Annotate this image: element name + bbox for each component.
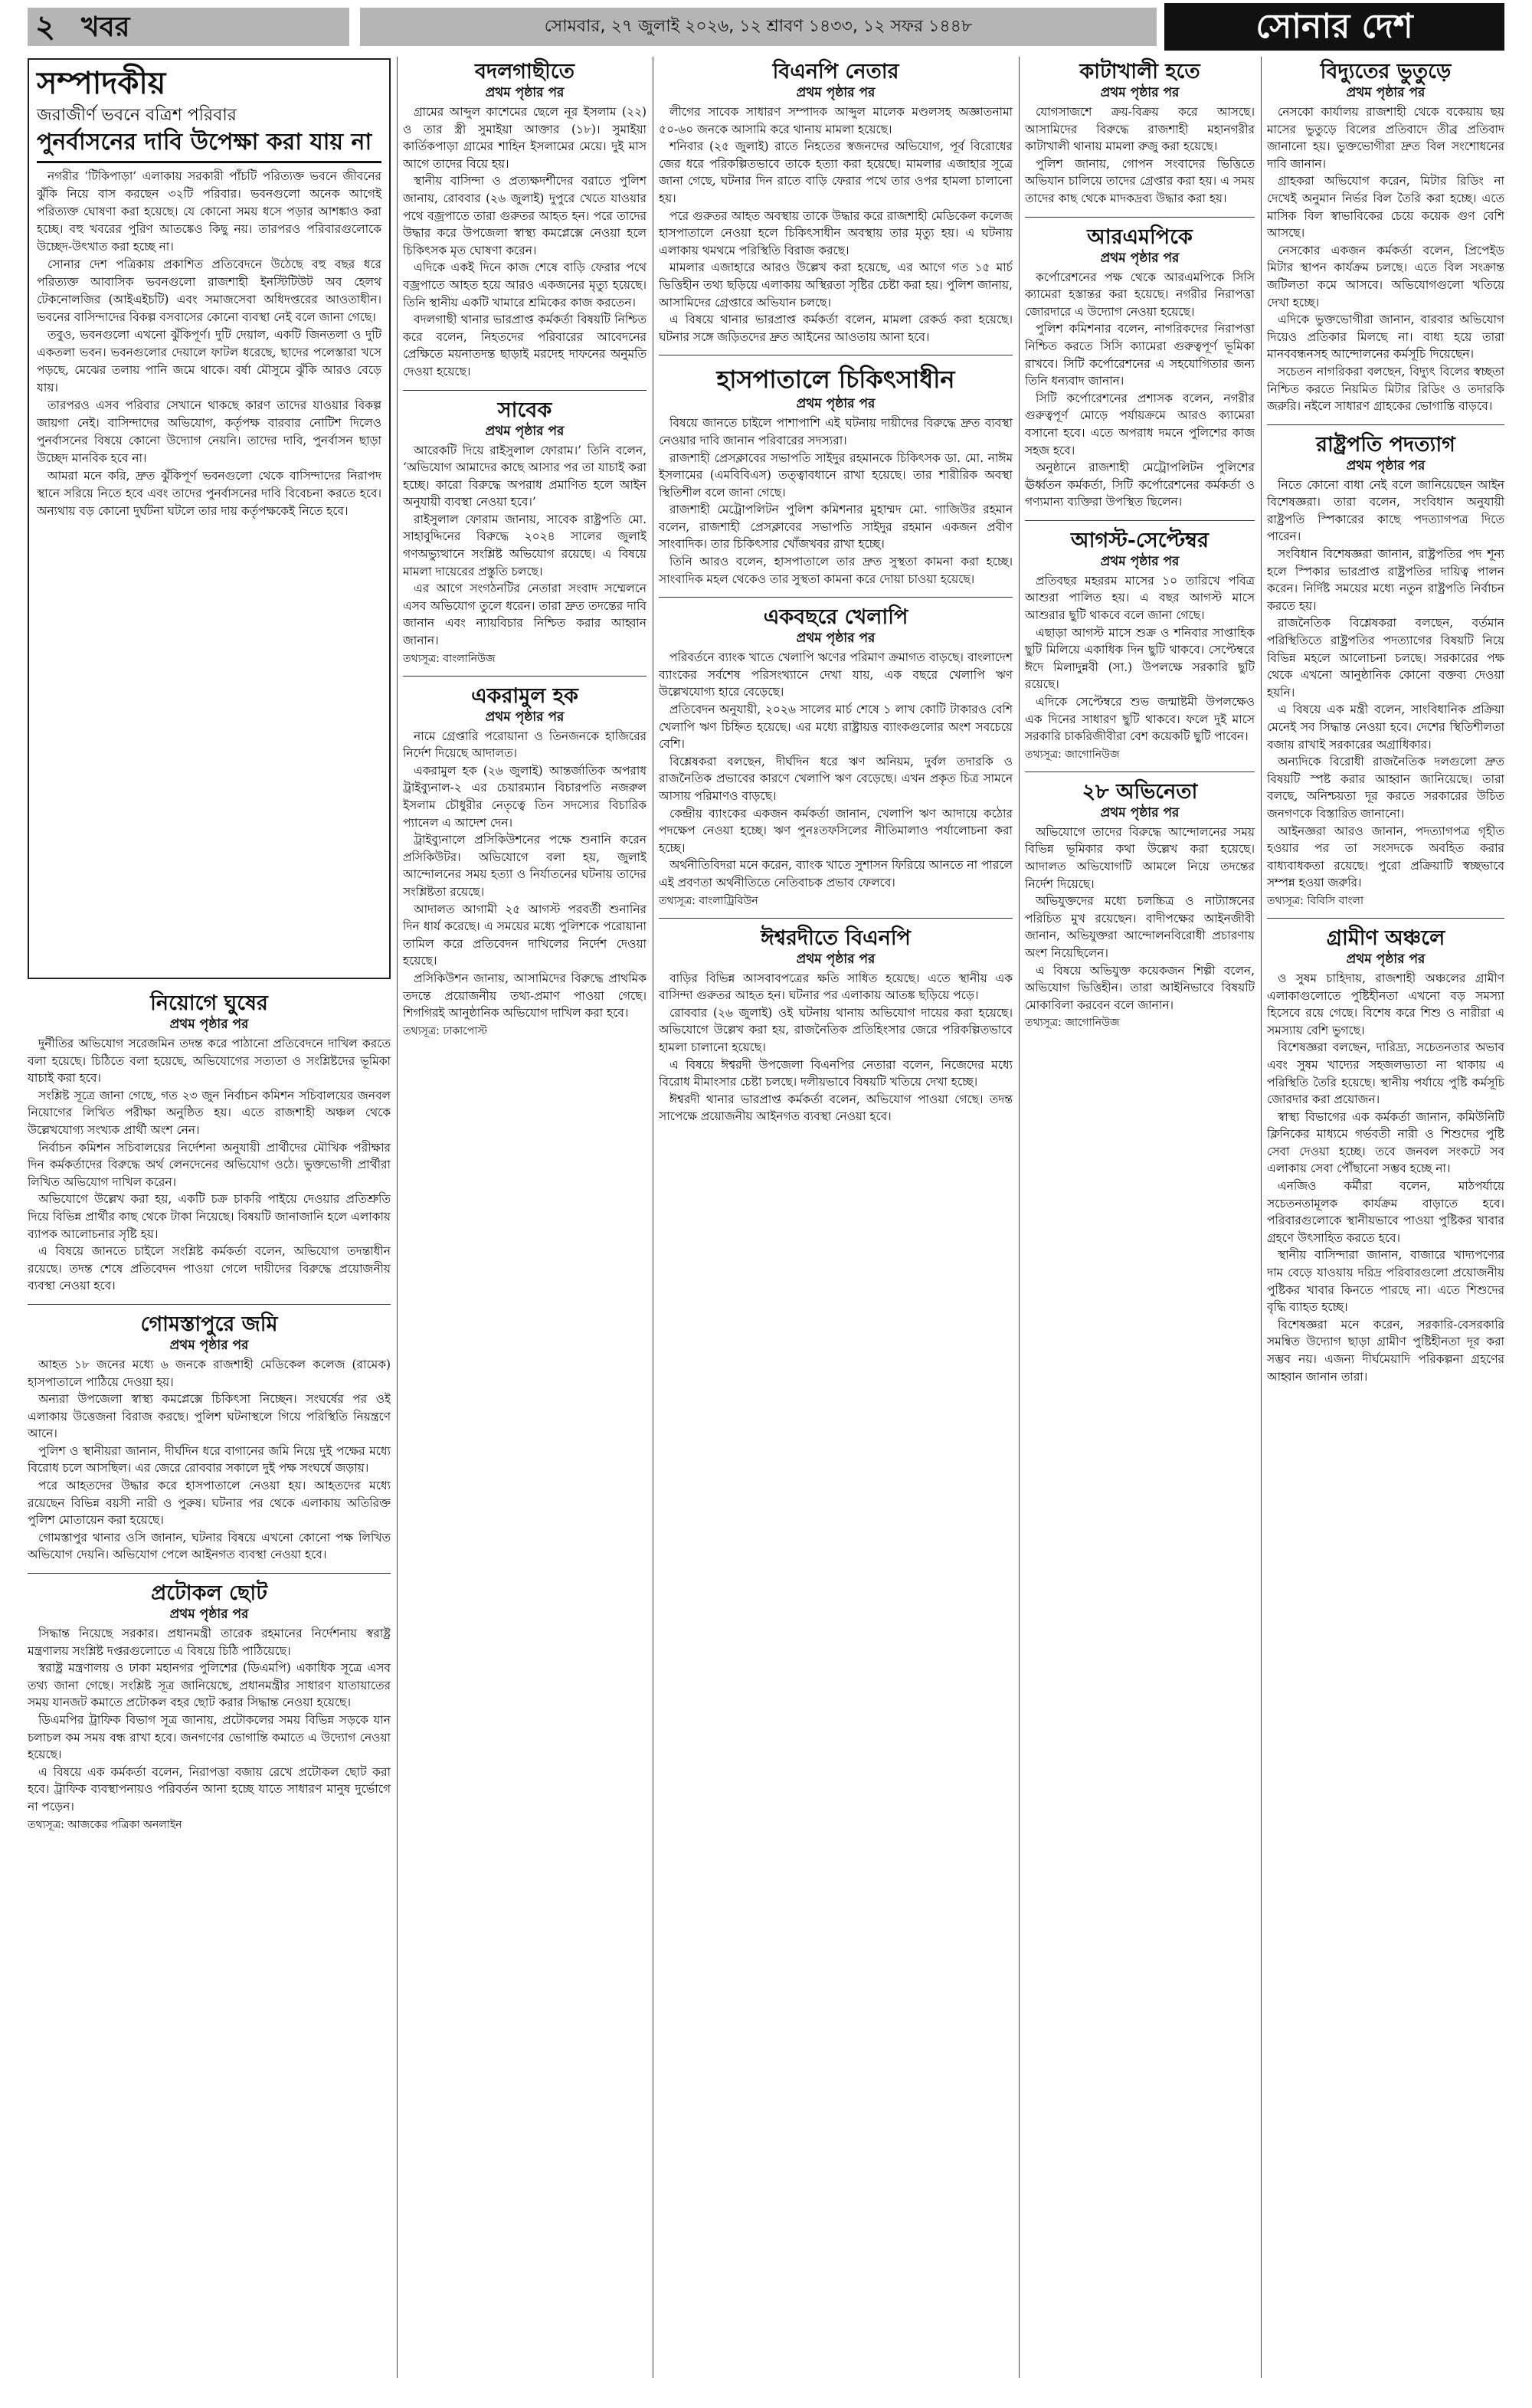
jump-line: প্রথম পৃষ্ঠার পর bbox=[796, 631, 876, 647]
article-paragraph: সংশ্লিষ্ট সূত্রে জানা গেছে, গত ২৩ জুন নির্বাচন কমিশন সচিবালয়ের জনবল নিয়োগের লিখিত পরীক্ষা অনুষ্ঠিত হয়। এতে রাজশাহী অঞ্চল থেকে উল্লেখযোগ্য সংখ্যক প্রার্থী অংশ নেন। bbox=[28, 1088, 391, 1137]
article-gomostapur bbox=[28, 1309, 391, 1568]
article-paragraph: অভিযুক্তদের মধ্যে চলচ্চিত্র ও নাট্যাঙ্গনের পরিচিত মুখ রয়েছেন। বাদীপক্ষের আইনজীবী জানান, অভিযুক্তরা আন্দোলনবিরোধী প্রচারণায় অংশ নিয়েছিলেন। bbox=[1025, 894, 1255, 960]
article-title: রাষ্ট্রপতি পদত্যাগ bbox=[1316, 432, 1455, 457]
article-title: আরএমপিকে bbox=[1087, 224, 1193, 249]
jump-line: প্রথম পৃষ্ঠার পর bbox=[169, 1337, 249, 1353]
article-title: প্রটোকল ছোট bbox=[151, 1581, 267, 1606]
article-paragraph: বদলগাছী থানার ভারপ্রাপ্ত কর্মকর্তা বিষয়টি নিশ্চিত করে বলেন, নিহতদের পরিবারের আবেদনের প্রেক্ষিতে ময়নাতদন্ত ছাড়াই মরদেহ দাফনের অনুমতি দেওয়া হয়েছে। bbox=[403, 313, 647, 378]
jump-line: প্রথম পৃষ্ঠার পর bbox=[1346, 951, 1426, 967]
article-aranyapake bbox=[1025, 222, 1255, 516]
date-line: সোমবার, ২৭ জুলাই ২০২৬, ১২ শ্রাবণ ১৪৩৩, ১২ সফর ১৪৪৮ bbox=[360, 8, 1157, 46]
article-paragraph: অর্থনীতিবিদরা মনে করেন, ব্যাংক খাতে সুশাসন ফিরিয়ে আনতে না পারলে এই প্রবণতা অর্থনীতিতে নেতিবাচক প্রভাব ফেলবে। bbox=[659, 858, 1013, 889]
jump-line: প্রথম পৃষ্ঠার পর bbox=[485, 85, 565, 100]
article-sabek bbox=[403, 395, 647, 671]
editorial-box bbox=[28, 58, 391, 979]
jump-line: প্রথম পৃষ্ঠার পর bbox=[485, 423, 565, 439]
article-title: একরামুল হক bbox=[471, 683, 578, 708]
editorial-paragraph: আমরা মনে করি, দ্রুত ঝুঁকিপূর্ণ ভবনগুলো থেকে বাসিন্দাদের নিরাপদ স্থানে সরিয়ে নিতে হবে এবং তাদের পুনর্বাসনের দাবি বিবেচনা করতে হবে। অন্যথায় বড় কোনো দুর্ঘটনা ঘটলে তার দায় কর্তৃপক্ষকেই নিতে হবে। bbox=[37, 469, 381, 518]
editorial-paragraph: তবুও, ভবনগুলো এখনো ঝুঁকিপূর্ণ। দুটি দেয়াল, একটি জিনতলা ও দুটি একতলা ভবন। ভবনগুলোর দেয়ালে ফাটল ধরেছে, ছাদের পলেস্তারা খসে পড়ছে, মেঝের তলায় পানি জমে থাকে। বর্ষা মৌসুমে ঝুঁকি আরও বেড়ে যায়। bbox=[37, 328, 381, 395]
article-paragraph: ট্রাইব্যুনালে প্রসিকিউশনের পক্ষে শুনানি করেন প্রসিকিউটর। অভিযোগে বলা হয়, জুলাই আন্দোলনের সময় হত্যা ও নির্যাতনের ঘটনায় তাদের সংশ্লিষ্টতা রয়েছে। bbox=[403, 833, 647, 899]
article-paragraph: গ্রামের আব্দুল কাশেমের ছেলে নূর ইসলাম (২২) ও তার স্ত্রী সুমাইয়া আক্তার (১৮)। সুমাইয়া কার্তিকপাড়া গ্রামের শাহিন ইসলামের মেয়ে। দুই মাস আগে তাদের বিয়ে হয়। bbox=[403, 105, 647, 171]
article-paragraph: রাজনৈতিক বিশ্লেষকরা বলছেন, বর্তমান পরিস্থিতিতে রাষ্ট্রপতির পদত্যাগের বিষয়টি নিয়ে বিভিন্ন মহলে আলোচনা চলছে। সরকারের পক্ষ থেকে এখনো আনুষ্ঠানিক কোনো বক্তব্য দেওয়া হয়নি। bbox=[1267, 616, 1504, 699]
article-title: কাটাখালী হতে bbox=[1079, 60, 1200, 84]
article-paragraph: রাজশাহী প্রেসক্লাবের সভাপতি সাইদুর রহমানকে চিকিৎসক ডা. মো. নাঈম ইসলামের (এমবিবিএস) তত্ত্বাবধানে রাখা হয়েছে। তার শারীরিক অবস্থা স্থিতিশীল বলে জানা গেছে। bbox=[659, 450, 1013, 500]
divider bbox=[659, 918, 1013, 919]
article-paragraph: রোববার (২৬ জুলাই) ওই ঘটনায় থানায় অভিযোগ দায়ের করা হয়েছে। অভিযোগে উল্লেখ করা হয়, রাজনৈতিক প্রতিহিংসার জেরে পরিকল্পিতভাবে হামলা চালানো হয়েছে। bbox=[659, 1005, 1013, 1054]
jump-line: প্রথম পৃষ্ঠার পর bbox=[169, 1017, 249, 1032]
article-paragraph: ঈশ্বরদী থানার ভারপ্রাপ্ত কর্মকর্তা বলেন, অভিযোগ পাওয়া গেছে। তদন্ত সাপেক্ষে প্রয়োজনীয় আইনগত ব্যবস্থা নেওয়া হবে। bbox=[659, 1092, 1013, 1124]
article-paragraph: প্রসিকিউশন জানায়, আসামিদের বিরুদ্ধে প্রাথমিক তদন্তে প্রয়োজনীয় তথ্য-প্রমাণ পাওয়া গেছে। শিগগিরই আনুষ্ঠানিক অভিযোগ দাখিল করা হবে। bbox=[403, 971, 647, 1021]
column-1 bbox=[28, 988, 391, 2378]
article-title: ঈশ্বরদীতে বিএনপি bbox=[761, 926, 911, 950]
article-paragraph: এদিকে একই দিনে কাজ শেষে বাড়ি ফেরার পথে বজ্রপাতে আহত হয়ে আরও একজনের মৃত্যু হয়েছে। তিনি স্থানীয় একটি খামারে শ্রমিকের কাজ করতেন। bbox=[403, 260, 647, 310]
article-paragraph: পুলিশ ও স্থানীয়রা জানান, দীর্ঘদিন ধরে বাগানের জমি নিয়ে দুই পক্ষের মধ্যে বিরোধ চলে আসছিল। এর জেরে রোববার সকালে দুই পক্ষ সংঘর্ষে জড়ায়। bbox=[28, 1443, 391, 1476]
jump-line: প্রথম পৃষ্ঠার পর bbox=[1100, 804, 1180, 821]
editorial-paragraph: সোনার দেশ পত্রিকায় প্রকাশিত প্রতিবেদনে উঠেছে বহু বছর ধরে পরিত্যক্ত আবাসিক ভবনগুলো রাজশাহী ইনস্টিটিউট অব হেলথ টেকনোলজির (আইএইচটি) এবং সমাজসেবা অধিদপ্তরের আওতাধীন। ভবনের বাসিন্দাদের বিকল্প বসবাসের কোনো ব্যবস্থা নেই বলে জানা গেছে। bbox=[37, 257, 381, 324]
article-paragraph: এছাড়া আগস্ট মাসে শুক্র ও শনিবার সাপ্তাহিক ছুটি মিলিয়ে একাধিক দিন ছুটি থাকবে। সেপ্টেম্বরে ঈদে মিলাদুন্নবী (সা.) উপলক্ষে সরকারি ছুটি রয়েছে। bbox=[1025, 625, 1255, 692]
divider bbox=[1025, 217, 1255, 218]
article-paragraph: সিটি কর্পোরেশনের প্রশাসক বলেন, নগরীর গুরুত্বপূর্ণ মোড়ে পর্যায়ক্রমে আরও ক্যামেরা বসানো হবে। এতে অপরাধ দমনে পুলিশের কাজ সহজ হবে। bbox=[1025, 391, 1255, 457]
article-paragraph: নির্বাচন কমিশন সচিবালয়ের নির্দেশনা অনুযায়ী প্রার্থীদের মৌখিক পরীক্ষার দিন কর্মকর্তাদের বিরুদ্ধে অর্থ লেনদেনের অভিযোগ ওঠে। ভুক্তভোগী প্রার্থীরা লিখিত অভিযোগ দাখিল করেন। bbox=[28, 1140, 391, 1189]
article-paragraph: অনুষ্ঠানে রাজশাহী মেট্রোপলিটন পুলিশের ঊর্ধ্বতন কর্মকর্তা, সিটি কর্পোরেশনের কর্মকর্তা ও গণ্যমান্য ব্যক্তিরা উপস্থিত ছিলেন। bbox=[1025, 460, 1255, 509]
article-gramin bbox=[1267, 923, 1504, 1390]
article-paragraph: এ বিষয়ে এক কর্মকর্তা বলেন, নিরাপত্তা বজায় রেখে প্রটোকল ছোট করা হবে। ট্রাফিক ব্যবস্থাপনায়ও পরিবর্তন আনা হচ্ছে যাতে সাধারণ মানুষ দুর্ভোগে না পড়েন। bbox=[28, 1764, 391, 1813]
article-paragraph: প্রতিবছর মহররম মাসের ১০ তারিখে পবিত্র আশুরা পালিত হয়। এ বছর আগস্ট মাসে আশুরার ছুটি থাকবে বলে জানা গেছে। bbox=[1025, 573, 1255, 623]
article-niyoge bbox=[28, 988, 391, 1299]
jump-line: প্রথম পৃষ্ঠার পর bbox=[796, 396, 876, 412]
divider bbox=[28, 1304, 391, 1305]
article-title: বদলগাছীতে bbox=[474, 60, 575, 84]
article-title: ২৮ অভিনেতা bbox=[1082, 779, 1198, 804]
article-paragraph: একরামুল হক (২৬ জুলাই) আন্তর্জাতিক অপরাধ ট্রাইব্যুনাল-২ এর চেয়ারম্যান বিচারপতি নজরুল ইসলাম চৌধুরীর নেতৃত্বে তিন সদস্যের বিচারিক প্যানেল এ আদেশ দেন। bbox=[403, 763, 647, 830]
jump-line: প্রথম পৃষ্ঠার পর bbox=[1346, 85, 1426, 100]
jump-line: প্রথম পৃষ্ঠার পর bbox=[169, 1607, 249, 1623]
article-paragraph: গোমস্তাপুর থানার ওসি জানান, ঘটনার বিষয়ে এখনো কোনো পক্ষ লিখিত অভিযোগ দেয়নি। অভিযোগ পেলে আইনগত ব্যবস্থা নেওয়া হবে। bbox=[28, 1530, 391, 1562]
article-paragraph: স্থানীয় বাসিন্দা ও প্রত্যক্ষদর্শীদের বরাতে পুলিশ জানায়, রোববার (২৬ জুলাই) দুপুরে খেতে যাওয়ার পথে বজ্রপাতে তারা গুরুতর আহত হন। পরে তাদের উদ্ধার করে উপজেলা স্বাস্থ্য কমপ্লেক্সে নেওয়া হলে চিকিৎসক মৃত ঘোষণা করেন। bbox=[403, 174, 647, 257]
article-paragraph: অন্যদিকে বিরোধী রাজনৈতিক দলগুলো দ্রুত বিষয়টি স্পষ্ট করার আহ্বান জানিয়েছে। তারা বলছে, অনিশ্চয়তা দূর করতে সরকারের উচিত জনগণকে বিস্তারিত জানানো। bbox=[1267, 755, 1504, 821]
article-paragraph: বাড়ির বিভিন্ন আসবাবপত্রের ক্ষতি সাধিত হয়েছে। এতে স্থানীয় এক বাসিন্দা গুরুতর আহত হন। ঘটনার পর এলাকায় আতঙ্ক ছড়িয়ে পড়ে। bbox=[659, 971, 1013, 1003]
article-paragraph: অভিযোগে উল্লেখ করা হয়, একটি চক্র চাকরি পাইয়ে দেওয়ার প্রতিশ্রুতি দিয়ে বিভিন্ন প্রার্থীর কাছ থেকে টাকা নিয়েছে। বিষয়টি জানাজানি হলে এলাকায় ব্যাপক আলোচনার সৃষ্টি হয়। bbox=[28, 1192, 391, 1241]
article-khelapi bbox=[659, 602, 1013, 912]
article-title: সাবেক bbox=[497, 398, 552, 422]
article-paragraph: সিদ্ধান্ত নিয়েছে সরকার। প্রধানমন্ত্রী তারেক রহমানের নির্দেশনায় স্বরাষ্ট্র মন্ত্রণালয় সংশ্লিষ্ট দপ্তরগুলোতে এ বিষয়ে চিঠি পাঠিয়েছে। bbox=[28, 1627, 391, 1658]
editorial-kicker: জরাজীর্ণ ভবনে বত্রিশ পরিবার bbox=[37, 106, 237, 125]
article-paragraph: বিষয়ে জানতে চাইলে পাশাপাশি এই ঘটনায় দায়ীদের বিরুদ্ধে দ্রুত ব্যবস্থা নেওয়ার দাবি জানান পরিবারের সদস্যরা। bbox=[659, 416, 1013, 447]
article-ekramul bbox=[403, 681, 647, 1043]
article-paragraph: বিশ্লেষকরা বলছেন, দীর্ঘদিন ধরে ঋণ অনিয়ম, দুর্বল তদারকি ও রাজনৈতিক প্রভাবের কারণে খেলাপি ঋণ বেড়েছে। এখন প্রকৃত চিত্র সামনে আসায় পরিমাণও বাড়ছে। bbox=[659, 754, 1013, 803]
article-paragraph: কেন্দ্রীয় ব্যাংকের একজন কর্মকর্তা জানান, খেলাপি ঋণ আদায়ে কঠোর পদক্ষেপ নেওয়া হচ্ছে। ঋণ পুনঃতফসিলের নীতিমালাও পর্যালোচনা করা হচ্ছে। bbox=[659, 806, 1013, 855]
article-paragraph: পরে গুরুতর আহত অবস্থায় তাকে উদ্ধার করে রাজশাহী মেডিকেল কলেজ হাসপাতালে নেওয়া হলে চিকিৎসাধীন অবস্থায় তার মৃত্যু হয়। এ ঘটনায় এলাকায় থমথমে পরিস্থিতি বিরাজ করছে। bbox=[659, 208, 1013, 257]
article-paragraph: আদালত আগামী ২৫ আগস্ট পরবর্তী শুনানির দিন ধার্য করেছে। এ সময়ের মধ্যে পুলিশকে পরোয়ানা তামিল করে প্রতিবেদন দাখিলের নির্দেশ দেওয়া হয়েছে। bbox=[403, 902, 647, 968]
editorial-paragraph: নগরীর ‘টিকিপাড়া’ এলাকায় সরকারী পাঁচটি পরিত্যক্ত ভবনে জীবনের ঝুঁকি নিয়ে বাস করছেন ৩২টি পরিবার। ভবনগুলো অনেক আগেই পরিত্যক্ত ঘোষণা করা হয়েছে। যে কোনো সময় ধসে পড়ার আশঙ্কাও করা হচ্ছে। বহু খবরের পুরিণ আতঙ্কেও কিছু নয়। তারপরও পরিবারগুলোকে উচ্ছেদ-উৎখাত করা হচ্ছে না। bbox=[37, 169, 381, 254]
article-protokol bbox=[28, 1578, 391, 1837]
page-section-bar bbox=[28, 8, 349, 46]
article-paragraph: নামে গ্রেপ্তারি পরোয়ানা ও তিনজনকে হাজিরের নির্দেশ দিয়েছে আদালত। bbox=[403, 729, 647, 761]
article-paragraph: নেসকোর একজন কর্মকর্তা বলেন, প্রিপেইড মিটার স্থাপন কার্যক্রম চলছে। এতে বিল সংক্রান্ত জটিলতা কমে আসবে। অভিযোগগুলো খতিয়ে দেখা হচ্ছে। bbox=[1267, 243, 1504, 310]
jump-line: প্রথম পৃষ্ঠার পর bbox=[1100, 250, 1180, 266]
source-credit: তথ্যসূত্র: ঢাকাপোস্ট bbox=[403, 1024, 488, 1037]
editorial-title: পুনর্বাসনের দাবি উপেক্ষা করা যায় না bbox=[37, 127, 381, 163]
source-credit: তথ্যসূত্র: বাংলানিউজ bbox=[403, 652, 496, 665]
jump-line: প্রথম পৃষ্ঠার পর bbox=[1100, 553, 1180, 569]
article-paragraph: যোগসাজশে ক্রয়-বিক্রয় করে আসছে। আসামিদের বিরুদ্ধে রাজশাহী মহানগরীর কাটাখালী থানায় মামলা রুজু করা হয়েছে। bbox=[1025, 105, 1255, 154]
article-paragraph: প্রতিবেদন অনুযায়ী, ২০২৬ সালের মার্চ শেষে ১ লাখ কোটি টাকারও বেশি খেলাপি ঋণ চিহ্নিত হয়েছে। এর মধ্যে রাষ্ট্রায়ত্ত ব্যাংকগুলোর অংশ সবচেয়ে বেশি। bbox=[659, 703, 1013, 752]
article-hospital bbox=[659, 360, 1013, 592]
article-paragraph: শনিবার (২৫ জুলাই) রাতে নিহতের স্বজনদের অভিযোগ, পূর্ব বিরোধের জের ধরে পরিকল্পিতভাবে তাকে হত্যা করা হয়েছে। মামলার এজাহার সূত্রে জানা গেছে, ঘটনার দিন রাতে বাড়ি ফেরার পথে তার ওপর হামলা চালানো হয়। bbox=[659, 139, 1013, 205]
column-3 bbox=[659, 57, 1013, 2378]
jump-line: প্রথম পৃষ্ঠার পর bbox=[1346, 457, 1426, 473]
divider bbox=[28, 1573, 391, 1574]
article-badli bbox=[403, 57, 647, 385]
article-paragraph: ডিএমপির ট্রাফিক বিভাগ সূত্র জানায়, প্রটোকলের সময় বিভিন্ন সড়কে যান চলাচল কম সময় বন্ধ রাখা হবে। জনগণের ভোগান্তি কমাতে এ উদ্যোগ নেওয়া হয়েছে। bbox=[28, 1713, 391, 1762]
article-paragraph: অভিযোগে তাদের বিরুদ্ধে আন্দোলনের সময় বিভিন্ন ভূমিকার কথা উল্লেখ করা হয়েছে। আদালত অভিযোগটি আমলে নিয়ে তদন্তের নির্দেশ দিয়েছে। bbox=[1025, 824, 1255, 891]
editorial-label: সম্পাদকীয় bbox=[37, 65, 166, 101]
article-paragraph: পরে আহতদের উদ্ধার করে হাসপাতালে নেওয়া হয়। আহতদের মধ্যে রয়েছেন বিভিন্ন বয়সী নারী ও পুরুষ। ঘটনার পর থেকে এলাকায় অতিরিক্ত পুলিশ মোতায়েন করা হয়েছে। bbox=[28, 1479, 391, 1528]
source-credit: তথ্যসূত্র: আজকের পত্রিকা অনলাইন bbox=[28, 1818, 182, 1831]
article-paragraph: অন্যরা উপজেলা স্বাস্থ্য কমপ্লেক্সে চিকিৎসা নিচ্ছেন। সংঘর্ষের পর ওই এলাকায় উত্তেজনা বিরাজ করছে। পুলিশ ঘটনাস্থলে গিয়ে পরিস্থিতি নিয়ন্ত্রণে আনে। bbox=[28, 1392, 391, 1441]
article-paragraph: রাইসুলাল ফোরাম জানায়, সাবেক রাষ্ট্রপতি মো. সাহাবুদ্দিনের বিরুদ্ধে ২০২৪ সালের জুলাই গণঅভ্যুত্থানে সংশ্লিষ্ট অভিযোগ রয়েছে। এ বিষয়ে মামলা দায়েরের প্রস্তুতি চলছে। bbox=[403, 512, 647, 578]
column-5 bbox=[1267, 57, 1504, 2378]
source-credit: তথ্যসূত্র: জাগোনিউজ bbox=[1025, 1017, 1120, 1030]
divider bbox=[1025, 520, 1255, 521]
source-credit: তথ্যসূত্র: বিবিসি বাংলা bbox=[1267, 894, 1363, 907]
column-rule bbox=[1019, 57, 1020, 2378]
article-paragraph: পরিবর্তনে ব্যাংক খাতে খেলাপি ঋণের পরিমাণ ক্রমাগত বাড়ছে। বাংলাদেশ ব্যাংকের সর্বশেষ পরিসংখ্যানে দেখা যায়, এক বছরে খেলাপি ঋণ উল্লেখযোগ্য হারে বেড়েছে। bbox=[659, 650, 1013, 699]
article-paragraph: পুলিশ কমিশনার বলেন, নাগরিকদের নিরাপত্তা নিশ্চিত করতে সিসি ক্যামেরা গুরুত্বপূর্ণ ভূমিকা রাখবে। সিটি কর্পোরেশনের এ সহযোগিতার জন্য তিনি ধন্যবাদ জানান। bbox=[1025, 322, 1255, 388]
jump-line: প্রথম পৃষ্ঠার পর bbox=[485, 709, 565, 725]
divider bbox=[659, 597, 1013, 598]
article-title: বিএনপি নেতার bbox=[772, 60, 899, 84]
column-rule bbox=[1261, 57, 1262, 2378]
article-paragraph: কর্পোরেশনের পক্ষ থেকে আরএমপিকে সিসি ক্যামেরা হস্তান্তর করা হয়েছে। নগরীর নিরাপত্তা জোরদারে এ উদ্যোগ নেওয়া হয়েছে। bbox=[1025, 270, 1255, 319]
article-paragraph: সংবিধান বিশেষজ্ঞরা জানান, রাষ্ট্রপতির পদ শূন্য হলে স্পিকার ভারপ্রাপ্ত রাষ্ট্রপতির দায়িত্ব পালন করেন। নির্দিষ্ট সময়ের মধ্যে নতুন রাষ্ট্রপতি নির্বাচন করতে হয়। bbox=[1267, 547, 1504, 613]
article-title: হাসপাতালে চিকিৎসাধীন bbox=[716, 365, 955, 395]
article-katakhali bbox=[1025, 57, 1255, 212]
article-paragraph: এ বিষয়ে ঈশ্বরদী উপজেলা বিএনপির নেতারা বলেন, নিজেদের মধ্যে বিরোধ মীমাংসার চেষ্টা চলছে। দলীয়ভাবে বিষয়টি খতিয়ে দেখা হচ্ছে। bbox=[659, 1057, 1013, 1089]
article-paragraph: গ্রাহকরা অভিযোগ করেন, মিটার রিডিং না দেখেই অনুমান নির্ভর বিল তৈরি করা হচ্ছে। এতে মাসিক বিল স্বাভাবিকের চেয়ে কয়েক গুণ বেশি আসছে। bbox=[1267, 174, 1504, 241]
article-paragraph: মামলার এজাহারে আরও উল্লেখ করা হয়েছে, এর আগে গত ১৫ মার্চ ভিত্তিহীন তথ্য ছড়িয়ে এলাকায় অস্থিরতা সৃষ্টির চেষ্টা করা হয়। পুলিশ জানায়, আসামিদের গ্রেপ্তারে অভিযান চলছে। bbox=[659, 260, 1013, 310]
article-paragraph: স্থানীয় বাসিন্দারা জানান, বাজারে খাদ্যপণ্যের দাম বেড়ে যাওয়ায় দরিদ্র পরিবারগুলো প্রয়োজনীয় পুষ্টিকর খাবার কিনতে পারছে না। এতে শিশুদের বৃদ্ধি ব্যাহত হচ্ছে। bbox=[1267, 1248, 1504, 1315]
article-paragraph: এ বিষয়ে জানতে চাইলে সংশ্লিষ্ট কর্মকর্তা বলেন, অভিযোগ তদন্তাধীন রয়েছে। তদন্ত শেষে প্রতিবেদন পাওয়া গেলে দায়ীদের বিরুদ্ধে প্রয়োজনীয় ব্যবস্থা নেওয়া হবে। bbox=[28, 1244, 391, 1293]
source-credit: তথ্যসূত্র: জাগোনিউজ bbox=[1025, 748, 1120, 761]
editorial-paragraph: তারপরও এসব পরিবার সেখানে থাকছে কারণ তাদের যাওয়ার বিকল্প জায়গা নেই। বাসিন্দাদের অভিযোগ, কর্তৃপক্ষ বারবার নোটিশ দিলেও পুনর্বাসনের বিষয়ে কোনো উদ্যোগ নেয়নি। তাদের দাবি, পুনর্বাসন ছাড়া উচ্ছেদ মানবিক হবে না। bbox=[37, 398, 381, 465]
article-paragraph: এ বিষয়ে থানার ভারপ্রাপ্ত কর্মকর্তা বলেন, মামলা রেকর্ড করা হয়েছে। ঘটনার সঙ্গে জড়িতদের দ্রুত আইনের আওতায় আনা হবে। bbox=[659, 313, 1013, 344]
article-title: নিয়োগে ঘুষের bbox=[150, 991, 268, 1015]
article-paragraph: এদিকে সেপ্টেম্বরে শুভ জন্মাষ্টমী উপলক্ষেও এক দিনের সাধারণ ছুটি থাকবে। ফলে দুই মাসে সরকারি চাকরিজীবীরা বেশ কয়েকটি ছুটি পাবেন। bbox=[1025, 695, 1255, 744]
article-obhinota bbox=[1025, 777, 1255, 1036]
article-paragraph: দুর্নীতির অভিযোগ সরেজমিন তদন্ত করে পাঠানো প্রতিবেদনে দাখিল করতে বলা হয়েছে। চিঠিতে বলা হয়েছে, অভিযোগের সত্যতা ও সংশ্লিষ্টদের ভূমিকা যাচাই করা হবে। bbox=[28, 1037, 391, 1086]
article-paragraph: রাজশাহী মেট্রোপলিটন পুলিশ কমিশনার মুহাম্মদ মো. গাজিউর রহমান বলেন, রাজশাহী প্রেসক্লাবের সভাপতি সাইদুর রহমান একজন প্রবীণ সাংবাদিক। তার চিকিৎসার খোঁজখবর রাখা হচ্ছে। bbox=[659, 503, 1013, 552]
article-paragraph: নেসকো কার্যালয় রাজশাহী থেকে বকেয়ায় ছয় মাসের ভুতুড়ে বিলের প্রতিবাদে তীব্র প্রতিবাদ জানানো হয়। ভুক্তভোগীরা দ্রুত বিল সংশোধনের দাবি জানান। bbox=[1267, 105, 1504, 171]
article-paragraph: বিশেষজ্ঞরা বলছেন, দারিদ্র্য, সচেতনতার অভাব এবং সুষম খাদ্যের সহজলভ্যতা না থাকায় এ পরিস্থিতি তৈরি হয়েছে। স্থানীয় পর্যায়ে পুষ্টি কর্মসূচি জোরদার করা প্রয়োজন। bbox=[1267, 1040, 1504, 1107]
article-ishwardi bbox=[659, 923, 1013, 1130]
article-paragraph: ও সুষম চাহিদায়, রাজশাহী অঞ্চলের গ্রামীণ এলাকাগুলোতে পুষ্টিহীনতা এখনো বড় সমস্যা হিসেবে রয়ে গেছে। বিশেষ করে শিশু ও নারীরা এ সমস্যায় বেশি ভুগছে। bbox=[1267, 971, 1504, 1037]
jump-line: প্রথম পৃষ্ঠার পর bbox=[796, 85, 876, 100]
article-title: বিদ্যুতের ভুতুড়ে bbox=[1320, 60, 1452, 84]
article-paragraph: তিনি আরও বলেন, হাসপাতালে তার দ্রুত সুস্থতা কামনা করা হচ্ছে। সাংবাদিক মহল থেকেও তার সুস্থতা কামনা করে দোয়া চাওয়া হয়েছে। bbox=[659, 555, 1013, 586]
source-credit: তথ্যসূত্র: বাংলাট্রিবিউন bbox=[659, 894, 758, 907]
divider bbox=[1267, 424, 1504, 425]
newspaper-logo: সোনার দেশ bbox=[1164, 3, 1504, 51]
article-paragraph: আহত ১৮ জনের মধ্যে ৬ জনকে রাজশাহী মেডিকেল কলেজ (রামেক) হাসপাতালে পাঠিয়ে দেওয়া হয়। bbox=[28, 1357, 391, 1389]
article-paragraph: স্বরাষ্ট্র মন্ত্রণালয় ও ঢাকা মহানগর পুলিশের (ডিএমপি) একাধিক সূত্রে এসব তথ্য জানা গেছে। সংশ্লিষ্ট সূত্র জানিয়েছে, প্রধানমন্ত্রীর সাধারণ যাতায়াতের সময় যানজট কমাতে প্রটোকল বহর ছোট করার সিদ্ধান্ত নেওয়া হয়েছে। bbox=[28, 1661, 391, 1710]
article-title: গোমস্তাপুরে জমি bbox=[140, 1312, 278, 1336]
article-bnp bbox=[659, 57, 1013, 350]
page-number: ২ bbox=[35, 8, 56, 44]
article-paragraph: এ বিষয়ে এক মন্ত্রী বলেন, সাংবিধানিক প্রক্রিয়া মেনেই সব সিদ্ধান্ত নেওয়া হবে। দেশের স্থিতিশীলতা বজায় রাখাই সরকারের অগ্রাধিকার। bbox=[1267, 703, 1504, 752]
article-paragraph: আরেকটি দিয়ে রাইসুলাল ফোরাম।’ তিনি বলেন, ‘অভিযোগ আমাদের কাছে আসার পর তা যাচাই করা হচ্ছে। কারো বিরুদ্ধে অপরাধ প্রমাণিত হলে আইন অনুযায়ী ব্যবস্থা নেওয়া হবে।’ bbox=[403, 443, 647, 509]
article-title: গ্রামীণ অঞ্চলে bbox=[1326, 926, 1445, 950]
jump-line: প্রথম পৃষ্ঠার পর bbox=[796, 951, 876, 967]
article-title: একবছরে খেলাপি bbox=[763, 605, 908, 630]
divider bbox=[1267, 918, 1504, 919]
column-2 bbox=[403, 57, 647, 2378]
column-4 bbox=[1025, 57, 1255, 2378]
article-paragraph: এ বিষয়ে অভিযুক্ত কয়েকজন শিল্পী বলেন, অভিযোগ ভিত্তিহীন। তারা আইনিভাবে বিষয়টি মোকাবিলা করবেন বলে জানান। bbox=[1025, 963, 1255, 1012]
masthead bbox=[0, 0, 1532, 54]
article-paragraph: এর আগে সংগঠনটির নেতারা সংবাদ সম্মেলনে এসব অভিযোগ তুলে ধরেন। তারা দ্রুত তদন্তের দাবি জানান এবং ন্যায়বিচার নিশ্চিত করার আহ্বান জানান। bbox=[403, 582, 647, 648]
article-paragraph: স্বাস্থ্য বিভাগের এক কর্মকর্তা জানান, কমিউনিটি ক্লিনিকের মাধ্যমে গর্ভবতী নারী ও শিশুদের পুষ্টি সেবা দেওয়া হচ্ছে। তবে জনবল সংকটে সব এলাকায় সেবা পৌঁছানো সম্ভব হচ্ছে না। bbox=[1267, 1109, 1504, 1176]
section-name: খবর bbox=[81, 11, 130, 43]
column-rule bbox=[397, 57, 398, 2378]
article-paragraph: বিশেষজ্ঞরা মনে করেন, সরকারি-বেসরকারি সমন্বিত উদ্যোগ ছাড়া গ্রামীণ পুষ্টিহীনতা দূর করা সম্ভব নয়। এজন্য দীর্ঘমেয়াদি পরিকল্পনা গ্রহণের আহ্বান জানান তারা। bbox=[1267, 1317, 1504, 1384]
article-rashtrapati bbox=[1267, 430, 1504, 913]
article-paragraph: লীগের সাবেক সাধারণ সম্পাদক আব্দুল মালেক মণ্ডলসহ অজ্ঞাতনামা ৫০-৬০ জনকে আসামি করে থানায় মামলা হয়েছে। bbox=[659, 105, 1013, 136]
article-paragraph: সচেতন নাগরিকরা বলছেন, বিদ্যুৎ বিলের স্বচ্ছতা নিশ্চিত করতে নিয়মিত মিটার রিডিং ও তদারকি জরুরি। নইলে সাধারণ গ্রাহকের ভোগান্তি বাড়বে। bbox=[1267, 364, 1504, 414]
jump-line: প্রথম পৃষ্ঠার পর bbox=[1100, 85, 1180, 100]
divider bbox=[403, 676, 647, 677]
article-title: আগস্ট-সেপ্টেম্বর bbox=[1071, 528, 1209, 552]
article-paragraph: এনজিও কর্মীরা বলেন, মাঠপর্যায়ে সচেতনতামূলক কার্যক্রম বাড়াতে হবে। পরিবারগুলোকে স্থানীয়ভাবে পাওয়া পুষ্টিকর খাবার গ্রহণে উৎসাহিত করতে হবে। bbox=[1267, 1179, 1504, 1245]
article-paragraph: নিতে কোনো বাধা নেই বলে জানিয়েছেন আইন বিশেষজ্ঞরা। তারা বলেন, সংবিধান অনুযায়ী রাষ্ট্রপতি স্পিকারের কাছে পদত্যাগপত্র দিতে পারেন। bbox=[1267, 477, 1504, 544]
article-august bbox=[1025, 526, 1255, 767]
article-paragraph: পুলিশ জানায়, গোপন সংবাদের ভিত্তিতে অভিযান চালিয়ে তাদের গ্রেপ্তার করা হয়। এ সময় তাদের কাছ থেকে মাদকদ্রব্য উদ্ধার করা হয়। bbox=[1025, 156, 1255, 205]
divider bbox=[403, 390, 647, 391]
article-paragraph: এদিকে ভুক্তভোগীরা জানান, বারবার অভিযোগ দিয়েও প্রতিকার মিলছে না। বাধ্য হয়ে তারা মানববন্ধনসহ আন্দোলনের কর্মসূচি দিয়েছেন। bbox=[1267, 313, 1504, 362]
article-paragraph: আইনজ্ঞরা আরও জানান, পদত্যাগপত্র গৃহীত হওয়ার পর তা সংসদকে অবহিত করার বাধ্যবাধকতা রয়েছে। পুরো প্রক্রিয়াটি স্বচ্ছভাবে সম্পন্ন হওয়া জরুরি। bbox=[1267, 824, 1504, 890]
article-bidyut bbox=[1267, 57, 1504, 420]
